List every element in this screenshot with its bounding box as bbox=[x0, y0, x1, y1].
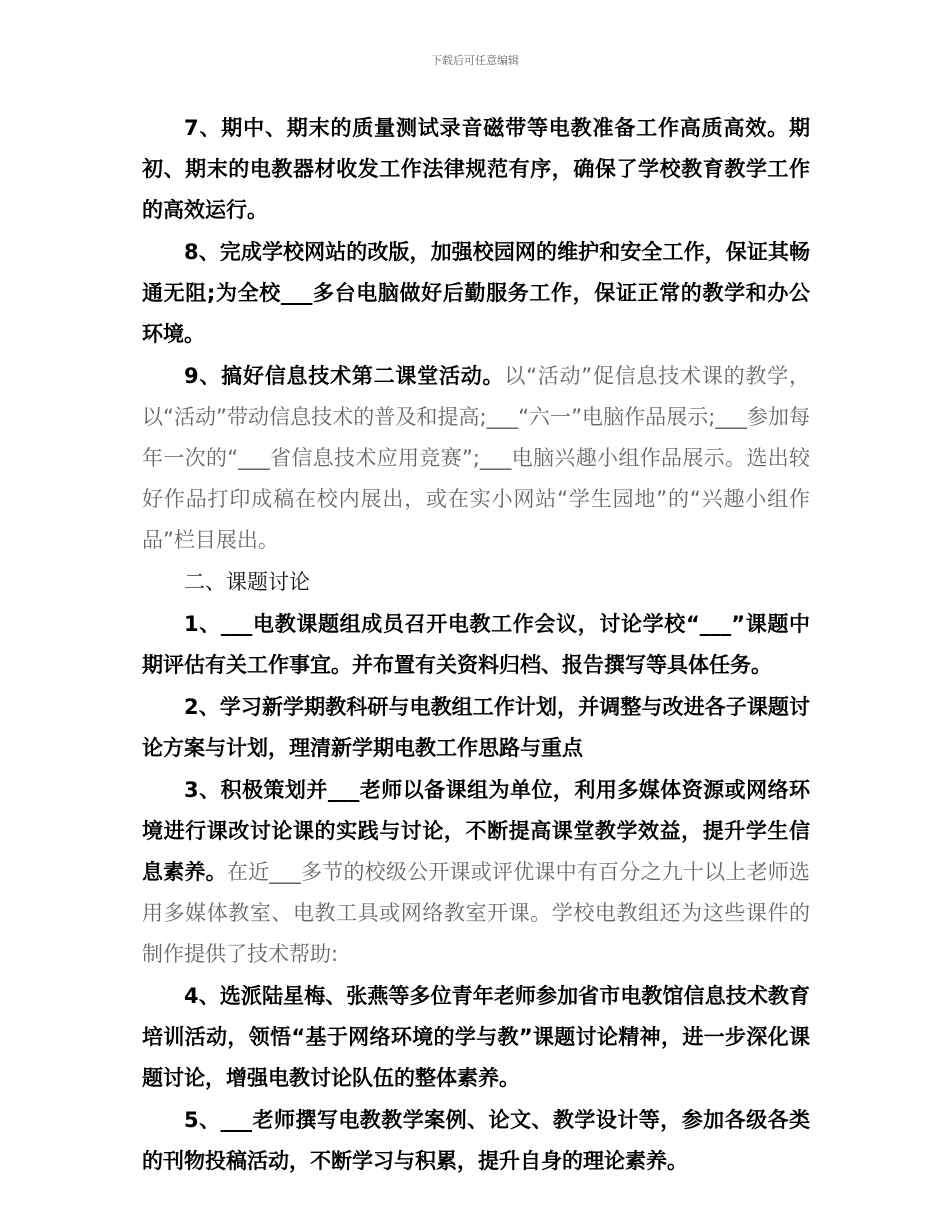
research-item-3-detail: 在近___多节的校级公开课或评优课中有百分之九十以上老师选用多媒体教室、电教工具或网络教室开课。学校电教组还为这些课件的制作提供了技术帮助: bbox=[142, 860, 811, 966]
research-item-3-lead: 3、积极策划并___老师以备课组为单位，利用多媒体资源或网络环境进行课改讨论课的实践与讨论，不断提高课堂教学效益，提升学生信息素养。 bbox=[142, 778, 810, 884]
research-item-1: 1、___电教课题组成员召开电教工作会议，讨论学校“___”课题中期评估有关工作事宜。并布置有关资料归档、报告撰写等具体任务。 bbox=[142, 612, 810, 677]
paragraph-7: 7、期中、期末的质量测试录音磁带等电教准备工作高质高效。期初、期末的电教器材收发工作法律规范有序，确保了学校教育教学工作的高效运行。 bbox=[142, 116, 810, 222]
research-item-3 bbox=[142, 770, 810, 975]
paragraph-9-lead: 9、搞好信息技术第二课堂活动。 bbox=[184, 364, 505, 388]
paragraph-9-detail: 以“活动”促信息技术课的教学，以“活动”带动信息技术的普及和提高;___“六一”电脑作品展示;___参加每年一次的“___省信息技术应用竞赛”;___电脑兴趣小组作品展示。选出较好作品打印成稿在校内展出，或在实小网站“学生园地”的“兴趣小组作品”栏目展出。 bbox=[142, 364, 810, 552]
document-body bbox=[142, 108, 810, 1182]
research-item-2: 2、学习新学期教科研与电教组工作计划，并调整与改进各子课题讨论方案与计划，理清新学期电教工作思路与重点 bbox=[142, 695, 810, 760]
paragraph-8: 8、完成学校网站的改版，加强校园网的维护和安全工作，保证其畅通无阻;为全校___多台电脑做好后勤服务工作，保证正常的教学和办公环境。 bbox=[142, 240, 810, 346]
research-item-4: 4、选派陆星梅、张燕等多位青年老师参加省市电教馆信息技术教育培训活动，领悟“基于网络环境的学与教”课题讨论精神，进一步深化课题讨论，增强电教讨论队伍的整体素养。 bbox=[142, 984, 810, 1090]
page-header: 下载后可任意编辑 bbox=[431, 54, 519, 67]
research-item-5: 5、___老师撰写电教教学案例、论文、教学设计等，参加各级各类的刊物投稿活动，不断学习与积累，提升自身的理论素养。 bbox=[142, 1108, 810, 1173]
section-heading-research: 二、课题讨论 bbox=[184, 570, 310, 594]
paragraph-9 bbox=[142, 356, 810, 561]
